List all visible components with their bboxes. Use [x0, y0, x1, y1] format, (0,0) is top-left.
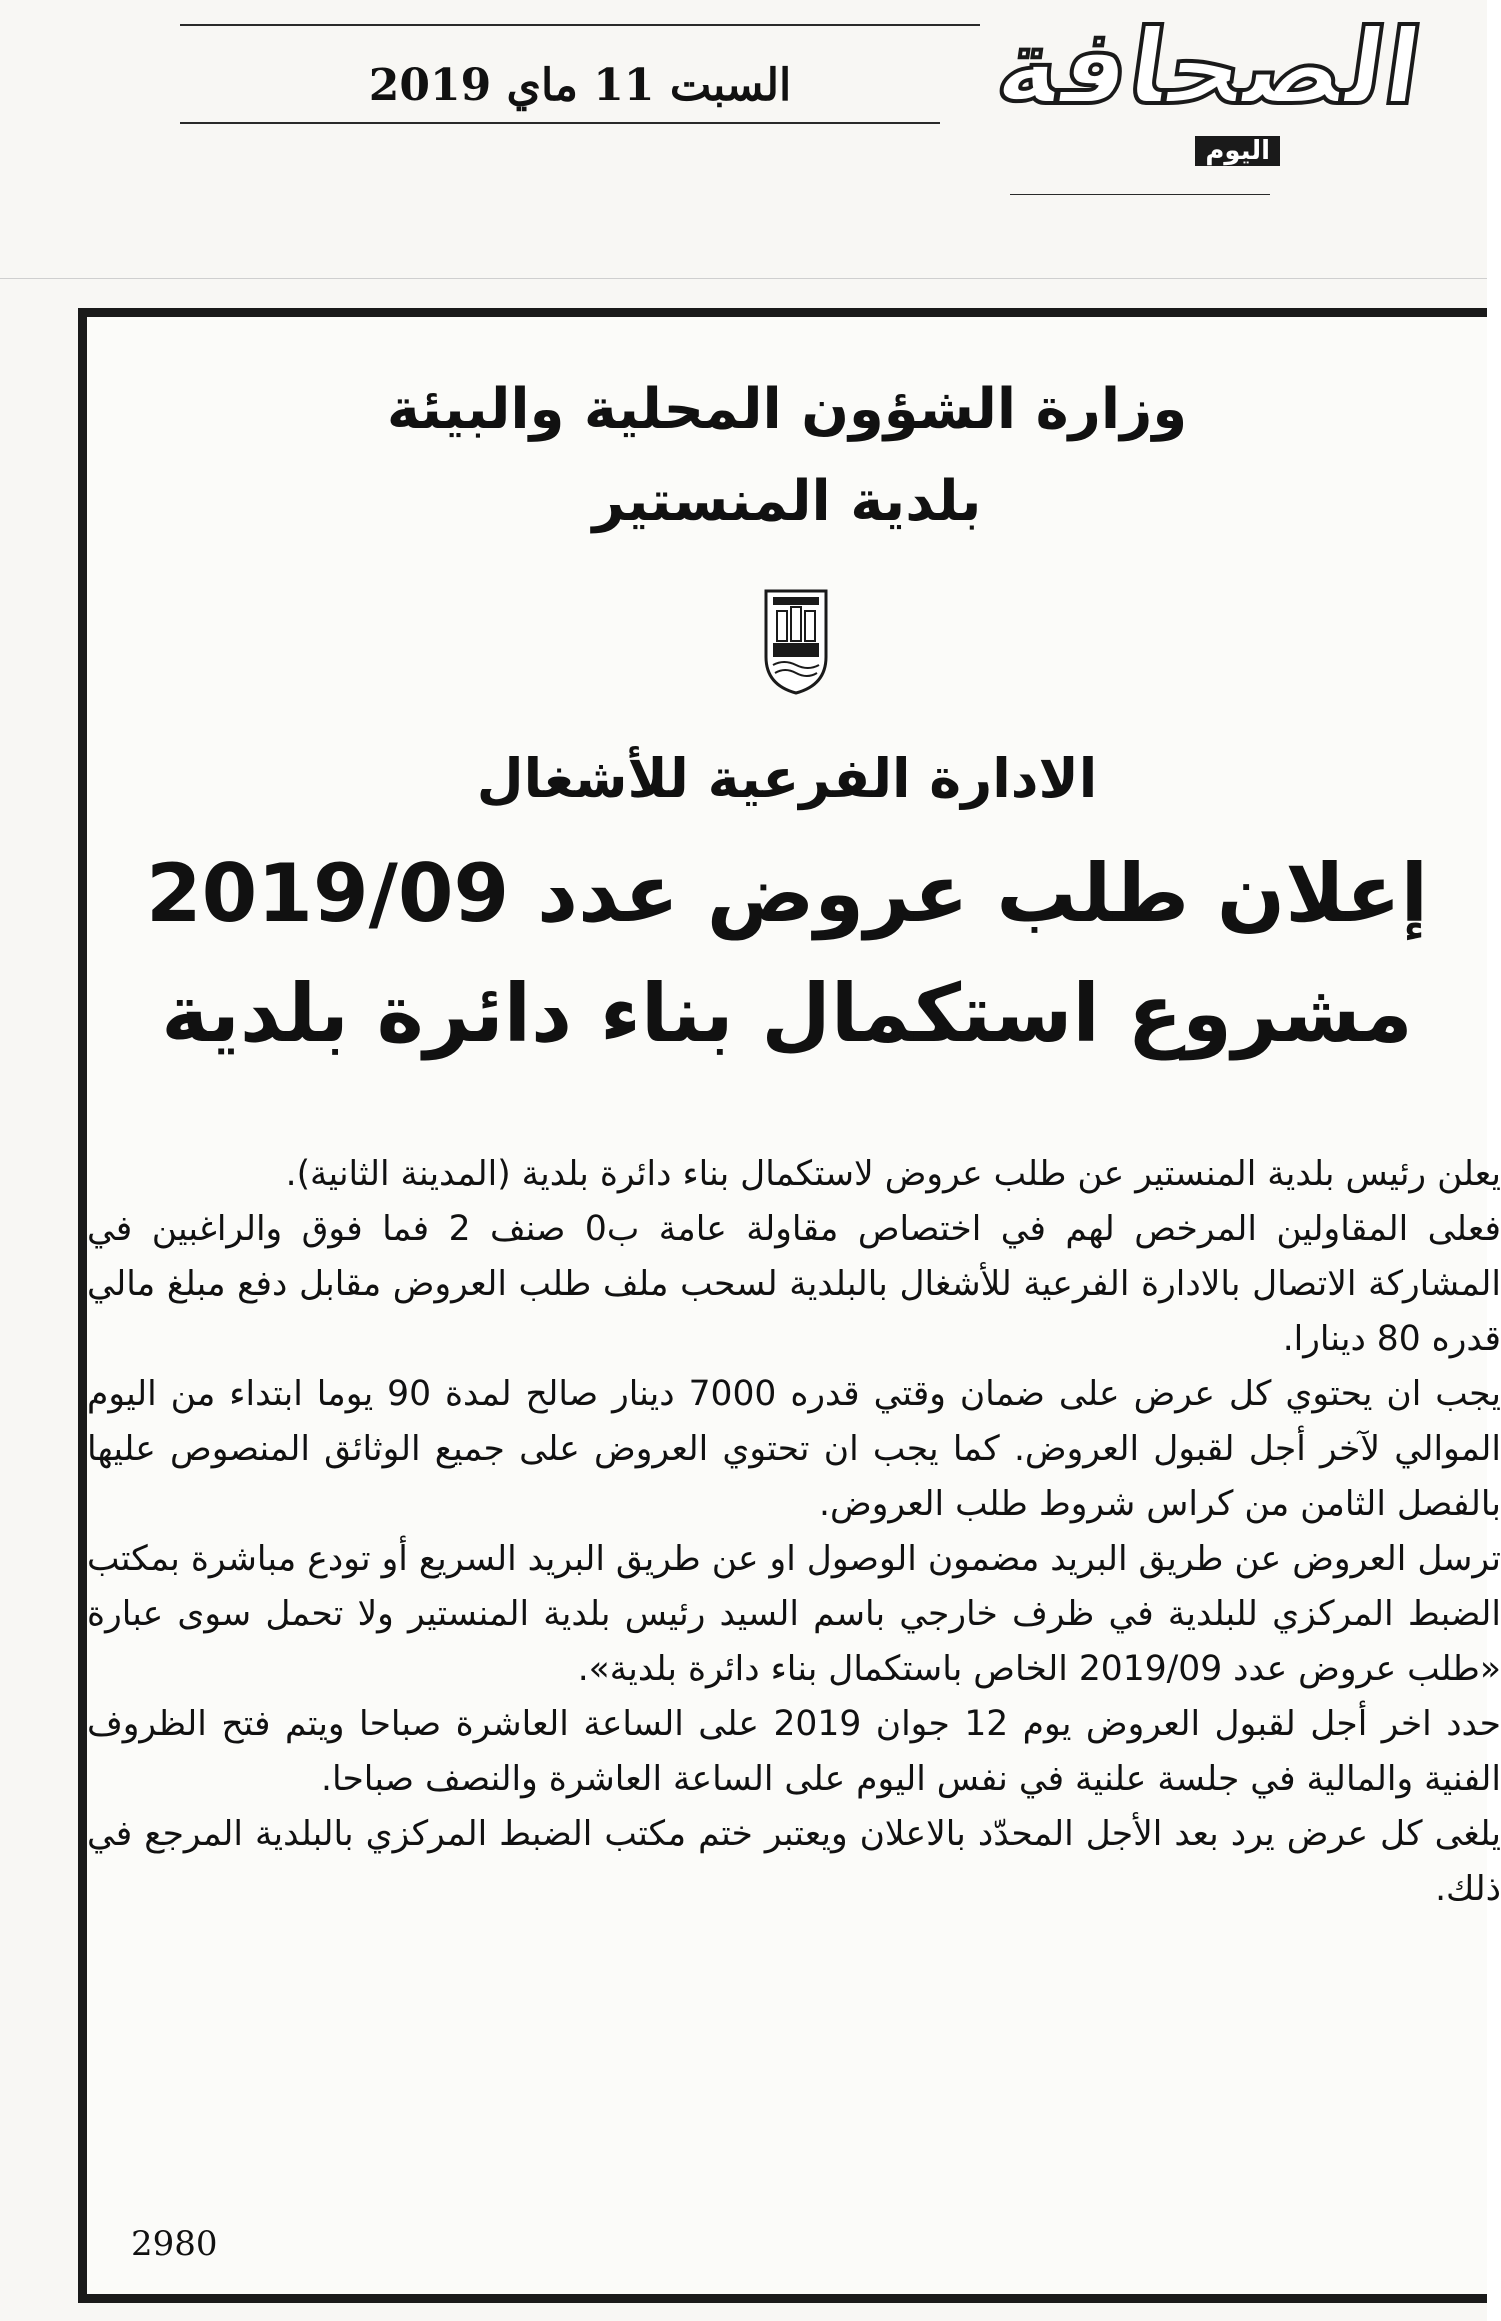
notice-body [87, 1147, 1501, 1917]
logo-rule [1010, 194, 1270, 195]
issue-date: السبت 11 ماي 2019 [368, 60, 792, 111]
paragraph-guarantee: يجب ان يحتوي كل عرض على ضمان وقتي قدره 7000 دينار صالح لمدة 90 يوما ابتداء من اليوم الموالي لآخر أجل لقبول العروض. كما يجب ان تحتوي العروض على جميع الوثائق المنصوص عليها بالفصل الثامن من كراس شروط طلب العروض. [87, 1374, 1501, 1524]
paragraph-late-offers: يلغى كل عرض يرد بعد الأجل المحدّد بالاعلان ويعتبر ختم مكتب الضبط المركزي بالبلدية المرجع في ذلك. [87, 1814, 1501, 1909]
department-title: الادارة الفرعية للأشغال [476, 747, 1098, 810]
paragraph-deadline: حدد اخر أجل لقبول العروض يوم 12 جوان 2019 على الساعة العاشرة صباحا ويتم فتح الظروف الفنية والمالية في جلسة علنية في نفس اليوم على الساعة العاشرة والنصف صباحا. [87, 1704, 1501, 1799]
tender-headline: إعلان طلب عروض عدد 2019/09 [145, 847, 1429, 940]
header-rule-top [180, 24, 980, 26]
tender-notice [78, 308, 1501, 2303]
notice-number: 2980 [131, 2224, 218, 2264]
paragraph-submission: ترسل العروض عن طريق البريد مضمون الوصول او عن طريق البريد السريع أو تودع مباشرة بمكتب الضبط المركزي للبلدية في ظرف خارجي باسم السيد رئيس بلدية المنستير ولا تحمل سوى عبارة «طلب عروض عدد 2019/09 الخاص باستكمال بناء دائرة بلدية». [87, 1539, 1501, 1689]
logo-wordmark: الصحافة [989, 6, 1429, 128]
municipal-emblem-icon [761, 587, 831, 697]
paragraph-eligibility: فعلى المقاولين المرخص لهم في اختصاص مقاولة عامة ب0 صنف 2 فما فوق والراغبين في المشاركة الاتصال بالادارة الفرعية للأشغال بالبلدية لسحب ملف طلب العروض مقابل دفع مبلغ مالي قدره 80 دينارا. [87, 1209, 1501, 1359]
municipality-title: بلدية المنستير [592, 469, 982, 534]
clipping-edge [0, 268, 1487, 279]
project-headline: مشروع استكمال بناء دائرة بلدية [161, 967, 1413, 1060]
paragraph-announcement: يعلن رئيس بلدية المنستير عن طلب عروض لاستكمال بناء دائرة بلدية (المدينة الثانية). [285, 1154, 1501, 1194]
ministry-title: وزارة الشؤون المحلية والبيئة [386, 377, 1188, 442]
newspaper-logo [989, 6, 1430, 180]
logo-subtext: اليوم [1195, 136, 1280, 166]
header-rule-bottom [180, 122, 940, 124]
